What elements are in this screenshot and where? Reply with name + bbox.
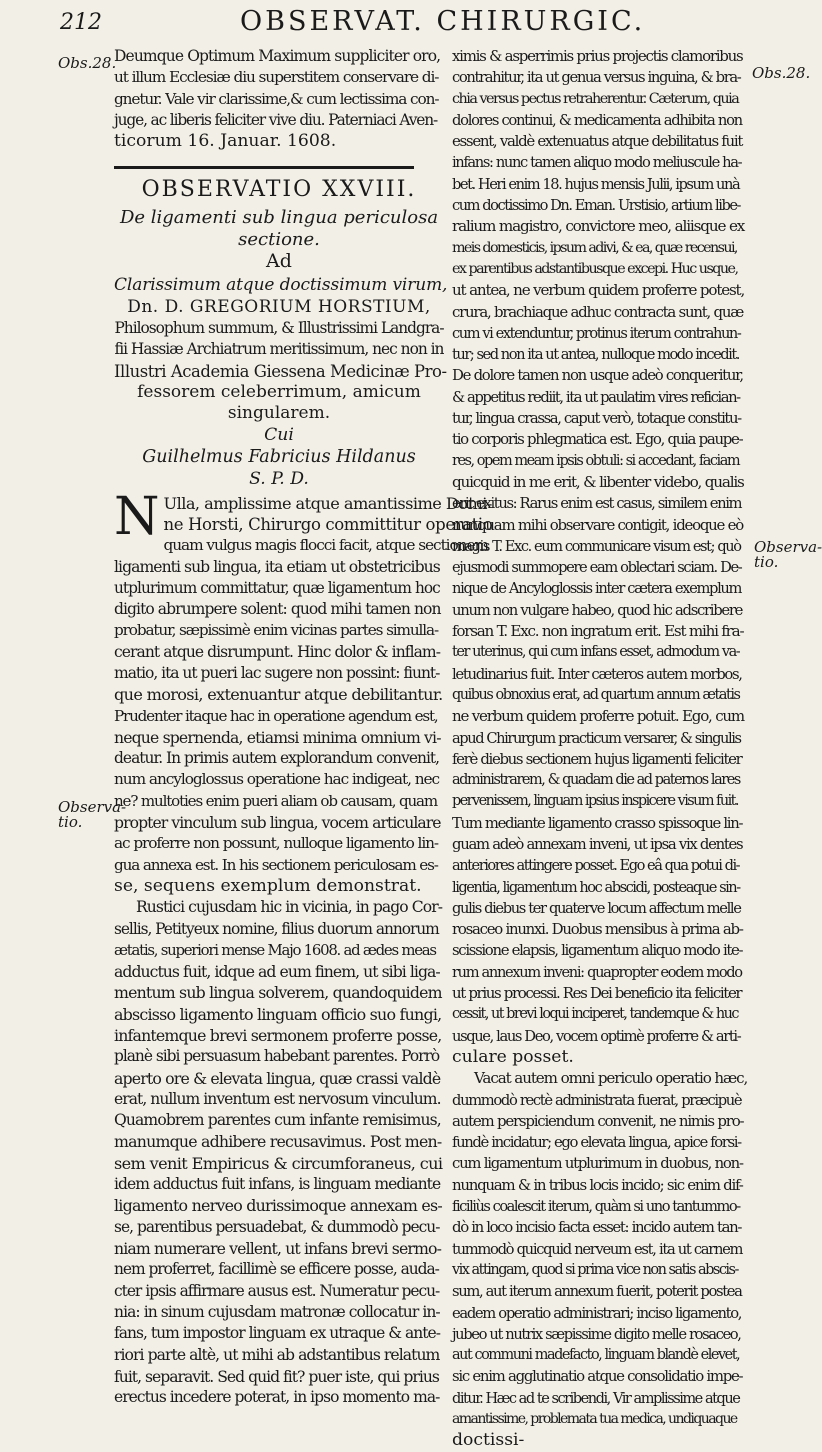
margin-note-observatio-left: Observa-tio. xyxy=(58,798,127,831)
text-line: erectus incedere poterat, in ipso momento ma- xyxy=(114,1388,440,1407)
body-paragraph-2 xyxy=(114,897,444,1408)
text-line: mentum sub lingua solverem, quandoquidem xyxy=(114,983,442,1003)
margin-note-obs-right: Obs.28. xyxy=(752,64,811,82)
text-line: scissione elapsis, ligamentum aliquo modo ite- xyxy=(452,941,743,960)
text-line: ximis & asperrimis prius projectis clamoribus xyxy=(452,47,743,65)
text-line: utplurimum committatur, quæ ligamentum hoc xyxy=(114,578,440,597)
text-line: erit exitus: Rarus enim est casus, similem enim xyxy=(452,495,742,513)
text-line: crura, brachiaque adhuc contracta sunt, quæ xyxy=(452,302,744,321)
text-line: vix attingam, quod si prima vice non satis abscis- xyxy=(452,1261,738,1278)
body-lines xyxy=(114,556,444,897)
text-line: abscisso ligamento linguam officio suo fungi, xyxy=(114,1004,442,1024)
text-line: manumque adhibere recusavimus. Post men- xyxy=(114,1132,442,1152)
text-line: forsan T. Exc. non ingratum erit. Est mihi fra- xyxy=(452,622,744,641)
text-line: tio corporis phlegmatica est. Ego, quia paupe- xyxy=(452,430,743,449)
dedication xyxy=(114,275,448,424)
text-line: & appetitus rediit, ita ut paulatim vires refician- xyxy=(452,388,740,406)
text-line: doctissi- xyxy=(452,1430,525,1451)
text-line: Philosophum summum, & Illustrissimi Landgra- xyxy=(114,319,444,338)
text-line: contrahitur, ita ut genua versus inguina, & bra- xyxy=(452,69,741,87)
text-line: se, parentibus persuadebat, & dummodò pecu- xyxy=(114,1217,440,1236)
text-line: Dn. D. GREGORIUM HORSTIUM, xyxy=(127,296,431,317)
text-line: aut communi madefacto, linguam blandè elevet, xyxy=(452,1347,740,1364)
text-line: gulis diebus ter quaterve locum affectum melle xyxy=(452,899,741,917)
first-lines xyxy=(114,486,493,557)
text-line: fuit, separavit. Sed quid fit? puer iste, qui prius xyxy=(114,1366,439,1386)
text-line: cum doctissimo Dn. Eman. Urstisio, artium libe- xyxy=(452,197,741,215)
text-line: nem proferret, facillimè se efficere posse, auda- xyxy=(114,1260,439,1279)
text-line: fii Hassiæ Archiatrum meritissimum, nec non in xyxy=(114,340,444,359)
text-line: propter vinculum sub lingua, vocem articulare xyxy=(114,813,441,833)
text-line: deatur. In primis autem explorandum convenit, xyxy=(114,749,440,768)
margin-note-obs: Obs.28. xyxy=(58,54,117,72)
text-line: cter ipsis affirmare ausus est. Numeratur pecu- xyxy=(114,1281,440,1300)
text-line: matio, ita ut pueri lac sugere non possint: fiunt- xyxy=(114,663,440,682)
text-line: Tum mediante ligamento crasso spissoque lin- xyxy=(452,814,743,832)
text-line: dummodò rectè administrata fuerat, præcipuè xyxy=(452,1091,742,1109)
text-line: dolores continui, & medicamenta adhibita non xyxy=(452,111,742,129)
margin-note-observatio-right: Observa-tio. xyxy=(754,538,822,571)
ad-line: Ad xyxy=(266,250,292,273)
text-line: Ulla, amplissime atque amantissime Domi- xyxy=(163,493,492,513)
text-line: cerant atque disrumpunt. Hinc dolor & inflam- xyxy=(114,642,441,661)
text-line: apud Chirurgum practicum versarer, & singulis xyxy=(452,729,741,747)
text-line: bet. Heri enim 18. hujus mensis Julii, ipsum unà xyxy=(452,175,740,193)
text-line: autem perspiciendum convenit, ne nimis pro- xyxy=(452,1111,744,1130)
text-line: usque, laus Deo, vocem optimè proferre & arti- xyxy=(452,1027,741,1045)
text-line: ralium magistro, convictore meo, aliisque ex xyxy=(452,217,745,236)
text-line: cum vi extenduntur, protinus iterum contrahun- xyxy=(452,324,741,342)
text-line: cessit, ut brevi loqui inciperet, tandemque & huc xyxy=(452,1006,739,1023)
text-line: quibus obnoxius erat, ad quartum annum ætatis xyxy=(452,686,740,703)
text-line: Illustri Academia Giessena Medicinæ Pro- xyxy=(114,361,447,381)
observation-subtitle xyxy=(114,207,444,251)
text-line: Rustici cujusdam hic in vicinia, in pago Cor- xyxy=(136,898,443,917)
author-name: Guilhelmus Fabricius Hildanus xyxy=(142,446,416,467)
text-line: ne Horsti, Chirurgo committitur operatio xyxy=(163,514,493,534)
left-column xyxy=(114,46,493,1408)
text-line: ut illum Ecclesiæ diu superstitem conservare di- xyxy=(114,68,439,87)
text-line: ac proferre non possunt, nulloque ligamento lin- xyxy=(114,834,439,853)
text-line: ligamenti sub lingua, ita etiam ut obstetricibus xyxy=(114,557,440,577)
text-line: res, opem meam ipsis obtuli: si accedant, faciam xyxy=(452,452,740,469)
text-line: ditur. Hæc ad te scribendi, Vir amplissime atque xyxy=(452,1389,740,1407)
text-line: tur; sed non ita ut antea, nulloque modo incedit. xyxy=(452,346,739,364)
text-line: ter uterinus, qui cum infans esset, admodum va- xyxy=(452,644,740,661)
text-line: que morosi, extenuantur atque debilitantur. xyxy=(114,685,443,705)
text-line: ætatis, superiori mense Majo 1608. ad ædes meas xyxy=(114,940,436,959)
section-divider xyxy=(114,166,414,169)
text-line: letudinarius fuit. Inter cæteros autem morbos, xyxy=(452,664,742,683)
text-line: tummodò quicquid nerveum est, ita ut carnem xyxy=(452,1240,743,1258)
page-number: 212 xyxy=(60,10,102,35)
page-header xyxy=(60,6,780,42)
text-line: rum annexum inveni: quapropter eodem modo xyxy=(452,963,742,981)
right-body-paragraph-2 xyxy=(452,1068,750,1451)
text-line: niam numerare vellent, ut infans brevi sermo- xyxy=(114,1238,442,1258)
text-line: ut antea, ne verbum quidem proferre potest, xyxy=(452,281,745,300)
text-line: sic enim agglutinatio atque consolidatio impe- xyxy=(452,1367,743,1386)
text-line: ficiliùs coalescit iterum, quàm si uno tantummo- xyxy=(452,1198,740,1216)
text-line: Deumque Optimum Maximum suppliciter oro, xyxy=(114,47,441,65)
text-line: culare posset. xyxy=(452,1046,574,1067)
text-line: nia: in sinum cujusdam matronæ collocatur in- xyxy=(114,1302,440,1321)
text-line: De dolore tamen non usque adeò conqueritur, xyxy=(452,366,743,385)
text-line: nunquam mihi observare contigit, ideoque eò xyxy=(452,515,743,534)
text-line: ligentia, ligamentum hoc abscidi, posteaque sin- xyxy=(452,878,740,896)
text-line: eadem operatio administrari; inciso ligamento, xyxy=(452,1304,742,1322)
text-line: sellis, Petityeux nomine, filius duorum annorum xyxy=(114,919,439,938)
text-line: meis domesticis, ipsum adivi, & ea, quæ recensui, xyxy=(452,239,737,256)
text-line: infantemque brevi sermonem proferre posse, xyxy=(114,1025,442,1045)
text-line: anteriores attingere posset. Ego eâ qua potui di- xyxy=(452,857,740,875)
text-line: ticorum 16. Januar. 1608. xyxy=(114,131,337,152)
text-line: amantissime, problemata tua medica, undiquaque xyxy=(452,1411,737,1427)
text-line: singularem. xyxy=(227,403,331,424)
text-line: se, sequens exemplum demonstrat. xyxy=(114,875,422,896)
text-line: infans: nunc tamen aliquo modo meliuscule ha- xyxy=(452,154,742,172)
cui-line: Cui xyxy=(264,424,294,445)
text-line: fundè incidatur; ego elevata lingua, apice forsi- xyxy=(452,1133,741,1152)
text-line: num ancyloglossus operatione hac indigeat, nec xyxy=(114,770,440,789)
text-line: administrarem, & quadam die ad paternos lares xyxy=(452,772,740,789)
text-line: fessorem celeberrimum, amicum xyxy=(137,381,421,402)
text-line: Clarissimum atque doctissimum virum, xyxy=(114,275,448,296)
running-head: OBSERVAT. CHIRURGIC. xyxy=(240,6,646,37)
text-line: ex parentibus adstantibusque excepi. Huc usque, xyxy=(452,260,738,277)
text-line: ferè diebus sectionem hujus ligamenti feliciter xyxy=(452,749,742,768)
text-line: unum non vulgare habeo, quod hic adscribere xyxy=(452,601,743,619)
text-line: dò in loco incisio facta esset: incido autem tan- xyxy=(452,1218,742,1237)
text-line: quicquid in me erit, & libenter videbo, qualis xyxy=(452,472,744,491)
text-line: juge, ac liberis feliciter vive diu. Paterniaci Aven- xyxy=(114,110,438,129)
text-line: Vacat autem omni periculo operatio hæc, xyxy=(474,1069,748,1088)
text-line: sem venit Empiricus & circumforaneus, cui xyxy=(114,1153,443,1173)
observation-title: OBSERVATIO XXVIII. xyxy=(141,177,417,203)
text-line: guam adeò annexam inveni, ut ipsa vix dentes xyxy=(452,834,743,853)
text-line: erat, nullum inventum est nervosum vinculum. xyxy=(114,1089,441,1108)
text-line: De ligamenti sub lingua periculosa xyxy=(119,207,439,229)
text-line: sum, aut iterum annexum fuerit, poterit postea xyxy=(452,1283,742,1301)
text-line: planè sibi persuasum habebant parentes. Porrò xyxy=(114,1047,440,1066)
text-line: essent, valdè extenuatus atque debilitatus fuit xyxy=(452,132,743,151)
text-line: ejusmodi summopere eam oblectari sciam. De- xyxy=(452,559,742,577)
text-line: cum ligamentum utplurimum in duobus, non- xyxy=(452,1154,743,1173)
text-line: nique de Ancyloglossis inter cætera exemplum xyxy=(452,580,742,598)
text-line: jubeo ut nutrix sæpissime digito melle rosaceo, xyxy=(452,1325,741,1343)
text-line: aperto ore & elevata lingua, quæ crassi valdè xyxy=(114,1068,441,1088)
salutation: S. P. D. xyxy=(249,468,309,489)
text-line: ut prius processi. Res Dei beneficio ita feliciter xyxy=(452,984,742,1003)
text-line: gnetur. Vale vir clarissime,& cum lectissima con- xyxy=(114,89,439,108)
text-line: neque spernenda, etiamsi minima omnium vi- xyxy=(114,727,441,747)
right-body-lines xyxy=(452,46,750,1068)
text-line: magis T. Exc. eum communicare visum est; quò xyxy=(452,537,741,555)
text-line: ne? multoties enim pueri aliam ob causam, quam xyxy=(114,791,438,810)
drop-cap: N xyxy=(114,486,160,547)
text-line: fans, tum impostor linguam ex utraque & ante- xyxy=(114,1324,440,1343)
text-line: gua annexa est. In his sectionem periculosam es- xyxy=(114,855,438,874)
text-line: pervenissem, linguam ipsius inspicere visum fuit. xyxy=(452,793,738,810)
text-line: adductus fuit, idque ad eum finem, ut sibi liga- xyxy=(114,962,440,982)
text-line: probatur, sæpissimè enim vicinas partes simulla- xyxy=(114,621,438,640)
text-line: idem adductus fuit infans, is linguam mediante xyxy=(114,1175,441,1194)
text-line: chia versus pectus retraherentur. Cæterum, quia xyxy=(452,90,739,107)
text-line: rosaceo inunxi. Duobus mensibus à prima ab- xyxy=(452,920,743,939)
right-column xyxy=(452,46,750,1452)
text-line: Prudenter itaque hac in operatione agendum est, xyxy=(114,706,438,725)
text-line: nunquam & in tribus locis incido; sic enim dif- xyxy=(452,1175,743,1194)
text-line: ne verbum quidem proferre potuit. Ego, cum xyxy=(452,707,744,726)
text-line: sectione. xyxy=(238,229,320,251)
body-paragraph-1 xyxy=(114,486,493,898)
text-line: quam vulgus magis flocci facit, atque sectionem xyxy=(163,536,488,555)
text-line: digito abrumpere solent: quod mihi tamen non xyxy=(114,600,441,619)
text-line: riori parte altè, ut mihi ab adstantibus relatum xyxy=(114,1345,440,1365)
text-line: Quamobrem parentes cum infante remisimus, xyxy=(114,1111,441,1130)
closing-paragraph xyxy=(114,46,444,152)
text-line: ligamento nerveo durissimoque annexam es- xyxy=(114,1196,442,1216)
text-line: tur, lingua crassa, caput verò, totaque constitu- xyxy=(452,409,741,428)
